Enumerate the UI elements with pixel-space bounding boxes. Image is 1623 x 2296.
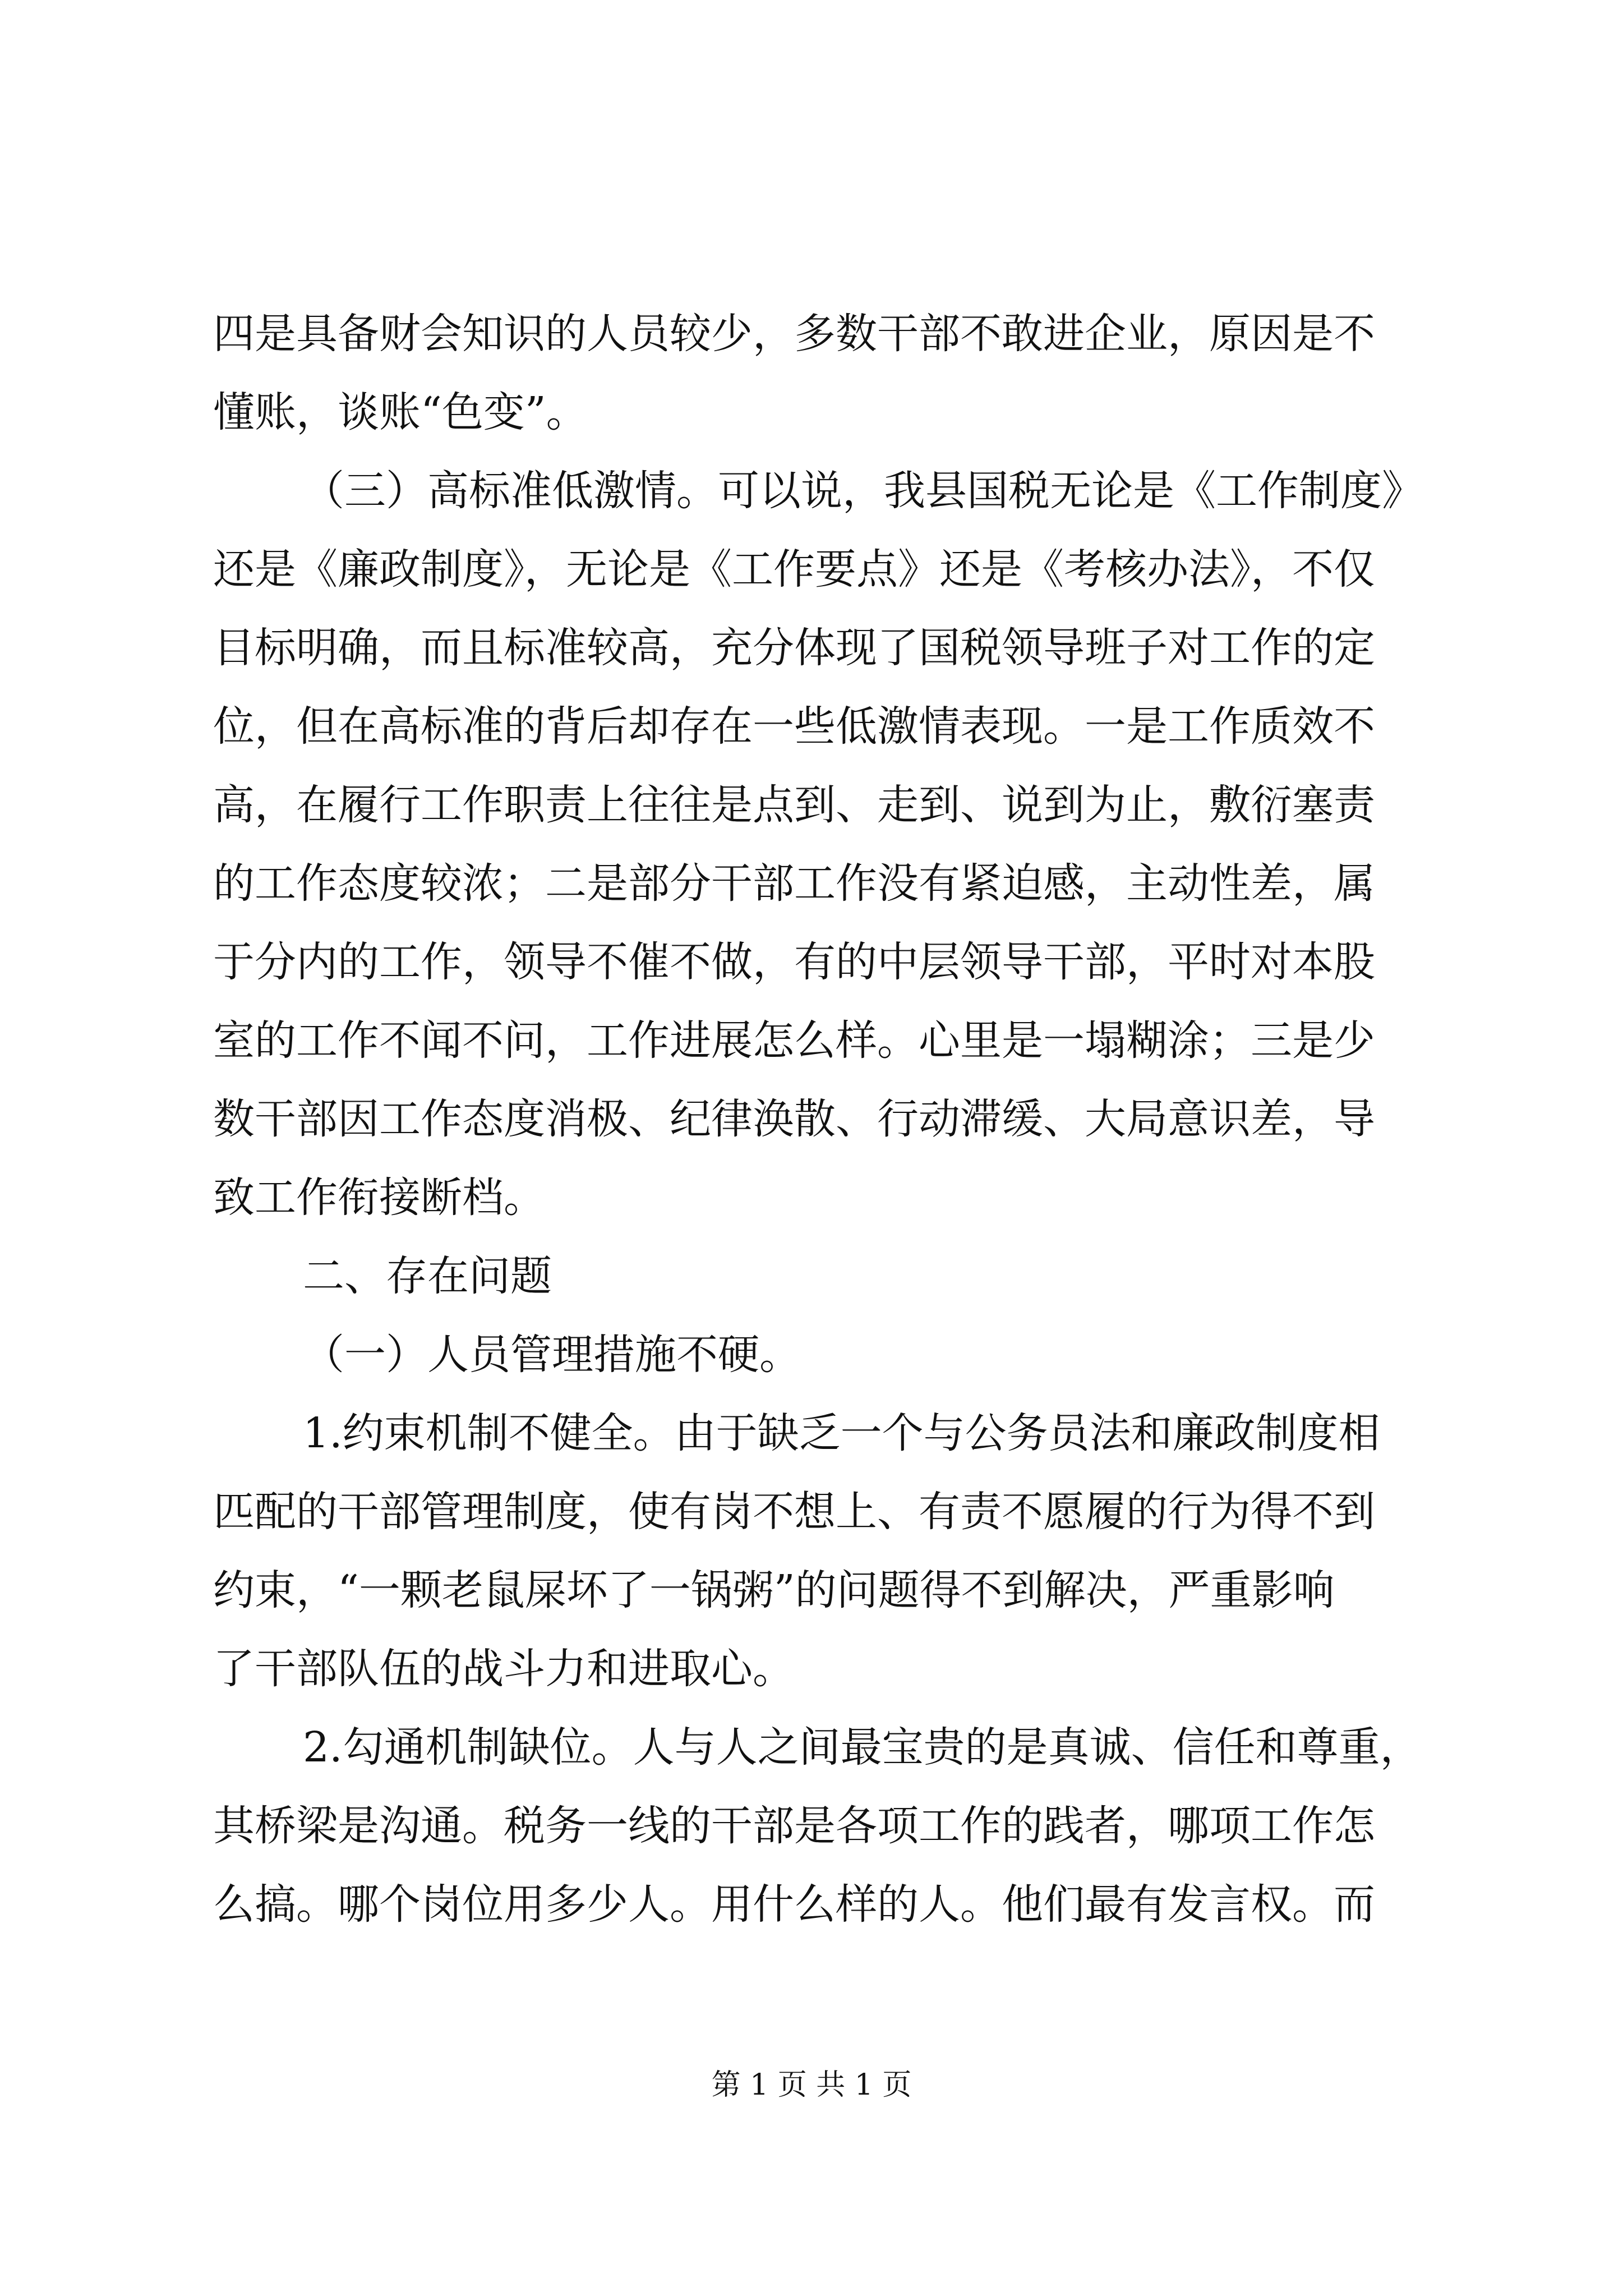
text-line: 了干部队伍的战斗力和进取心。 (213, 1645, 794, 1693)
text-line: 其桥梁是沟通。税务一线的干部是各项工作的践者，哪项工作怎 (213, 1802, 1375, 1850)
text-line: 么搞。哪个岗位用多少人。用什么样的人。他们最有发言权。而 (213, 1880, 1375, 1929)
text-line: 约束，“一颗老鼠屎坏了一锅粥”的问题得不到解决，严重影响 (213, 1566, 1335, 1614)
text-line: 还是《廉政制度》，无论是《工作要点》还是《考核办法》，不仅 (213, 545, 1375, 593)
section-heading: 二、存在问题 (303, 1252, 552, 1300)
subsection-heading: （一）人员管理措施不硬。 (303, 1331, 801, 1379)
text-line: 位，但在高标准的背后却存在一些低激情表现。一是工作质效不 (213, 702, 1375, 751)
text-line: 1.约束机制不健全。由于缺乏一个与公务员法和廉政制度相 (303, 1409, 1380, 1457)
text-line: 于分内的工作，领导不催不做，有的中层领导干部，平时对本股 (213, 938, 1375, 986)
text-line: 目标明确，而且标准较高，充分体现了国税领导班子对工作的定 (213, 624, 1375, 672)
text-line: 致工作衔接断档。 (213, 1174, 545, 1222)
text-line: 数干部因工作态度消极、纪律涣散、行动滞缓、大局意识差，导 (213, 1095, 1375, 1143)
text-line: 四是具备财会知识的人员较少，多数干部不敢进企业，原因是不 (213, 310, 1375, 358)
text-line: 2.勾通机制缺位。人与人之间最宝贵的是真诚、信任和尊重， (303, 1723, 1422, 1772)
text-line: 高，在履行工作职责上往往是点到、走到、说到为止，敷衍塞责 (213, 781, 1375, 829)
text-line: 匹配的干部管理制度，使有岗不想上、有责不愿履的行为得不到 (213, 1488, 1375, 1536)
text-line: 懂账，谈账“色变”。 (213, 388, 588, 436)
page-footer: 第 1 页 共 1 页 (711, 2068, 912, 2102)
text-line: 的工作态度较浓；二是部分干部工作没有紧迫感，主动性差，属 (213, 859, 1375, 908)
text-line: 室的工作不闻不问，工作进展怎么样。心里是一塌糊涂；三是少 (213, 1016, 1375, 1065)
text-line: （三）高标准低激情。可以说，我县国税无论是《工作制度》 (303, 467, 1423, 515)
